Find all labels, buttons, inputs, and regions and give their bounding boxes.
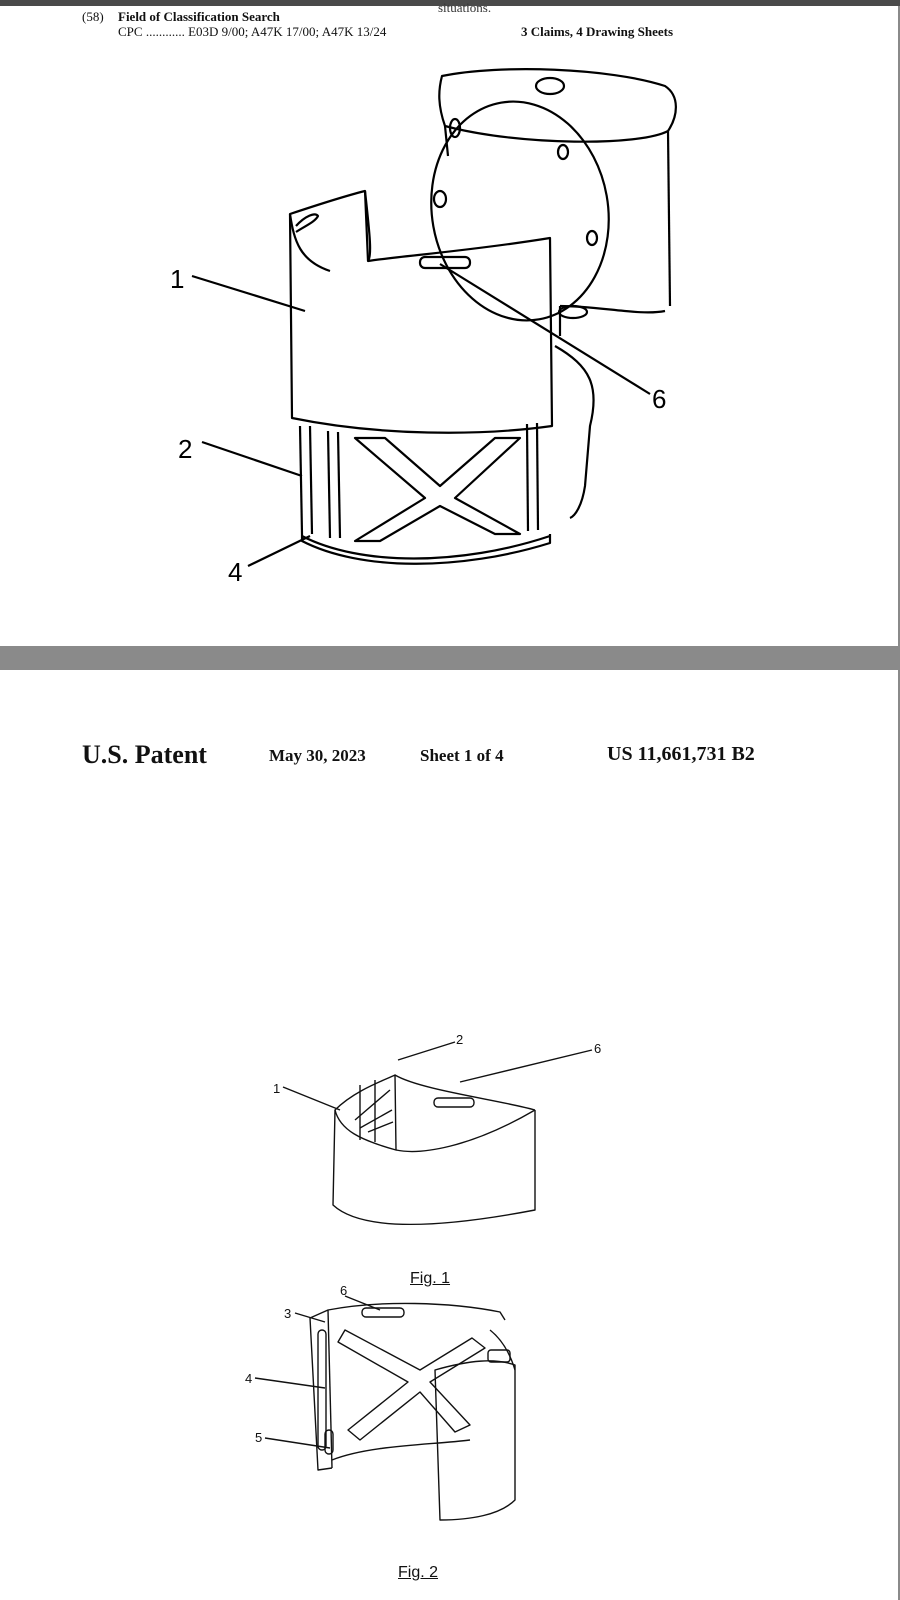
main-label-6: 6	[652, 384, 667, 414]
claims-count: 3 Claims, 4 Drawing Sheets	[521, 24, 674, 39]
clipped-abstract-text: situations.	[438, 0, 492, 15]
header-patent-title: U.S. Patent	[82, 740, 207, 769]
header-date: May 30, 2023	[269, 746, 366, 765]
fig2-caption: Fig. 2	[398, 1564, 439, 1581]
field-title: Field of Classification Search	[118, 9, 280, 24]
field-number: (58)	[82, 9, 104, 24]
fig2-label-6: 6	[340, 1283, 348, 1298]
fig2-label-4: 4	[245, 1371, 253, 1386]
page-separator	[0, 646, 900, 670]
fig1-label-2: 2	[456, 1032, 464, 1047]
main-label-1: 1	[170, 264, 185, 294]
fig2-label-3: 3	[284, 1306, 292, 1321]
fig1-caption: Fig. 1	[410, 1270, 451, 1287]
header-sheet: Sheet 1 of 4	[420, 746, 504, 765]
fig2-label-5: 5	[255, 1430, 263, 1445]
cpc-classification: CPC ............ E03D 9/00; A47K 17/00; A47K 13/24	[118, 24, 387, 39]
document-page-2	[0, 670, 900, 1600]
fig1-label-6: 6	[594, 1041, 602, 1056]
main-label-2: 2	[178, 434, 193, 464]
toilet-guard-main-drawing	[0, 6, 898, 646]
header-patent-number: US 11,661,731 B2	[607, 743, 755, 765]
main-label-4: 4	[228, 557, 243, 587]
sheet-drawings	[0, 670, 898, 1600]
fig1-label-1: 1	[273, 1081, 281, 1096]
document-page-1	[0, 0, 900, 646]
